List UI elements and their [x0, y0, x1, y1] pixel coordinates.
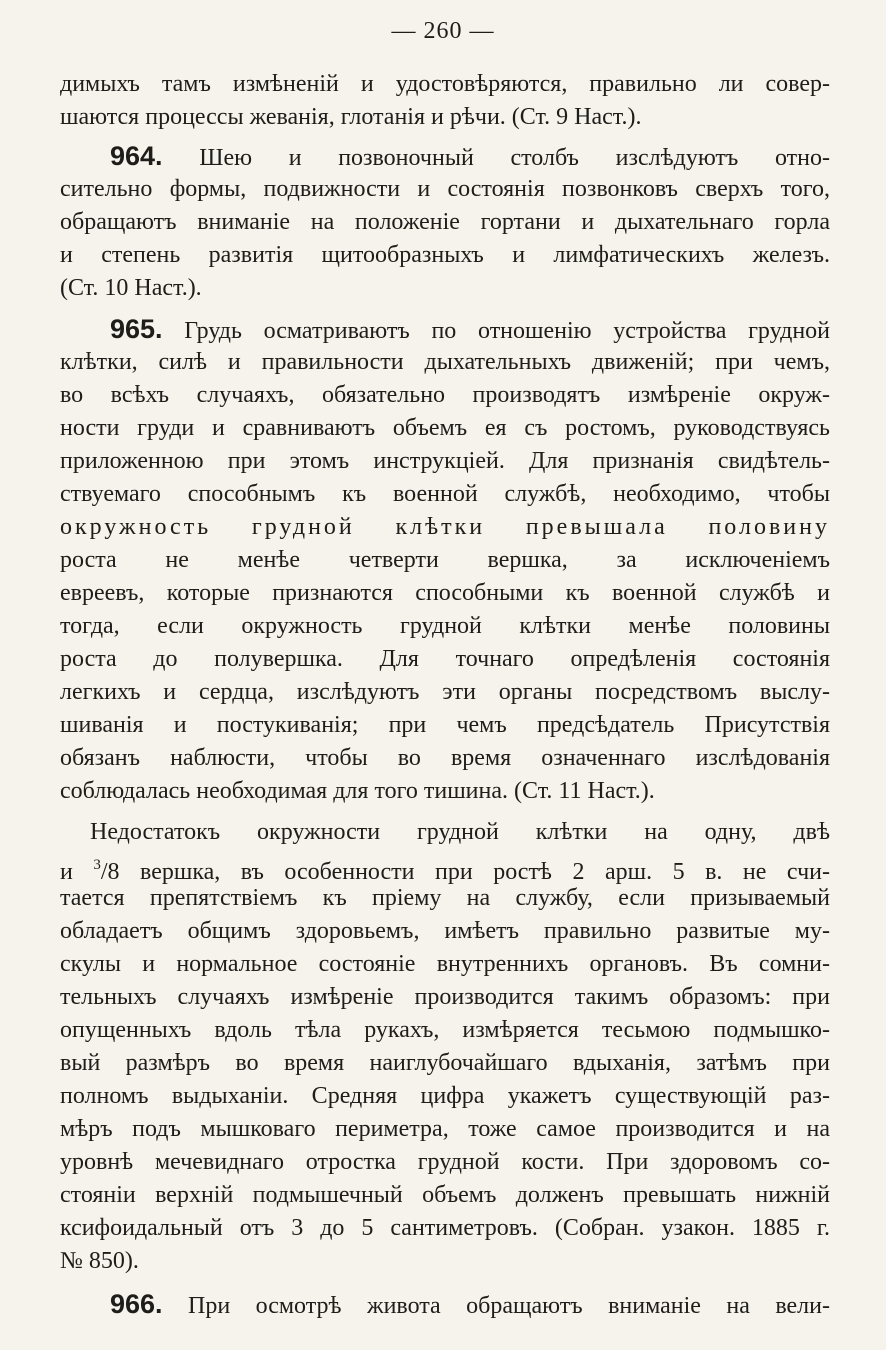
text-line: тогда, если окружность грудной клѣтки менѣе половины: [60, 613, 830, 639]
text-line: стояніи верхній подмышечный объемъ долженъ превышать нижній: [60, 1182, 830, 1208]
text-line: сительно формы, подвижности и состоянія позвонковъ сверхъ того,: [60, 176, 830, 202]
text-line: скулы и нормальное состояніе внутреннихъ органовъ. Въ сомни-: [60, 951, 830, 977]
text-line: обязанъ наблюсти, чтобы во время означеннаго изслѣдованія: [60, 745, 830, 771]
text-line: ности груди и сравниваютъ объемъ ея съ ростомъ, руководствуясь: [60, 415, 830, 441]
text-line: шиванія и постукиванія; при чемъ предсѣдатель Присутствія: [60, 712, 830, 738]
text-line: соблюдалась необходимая для того тишина. (Ст. 11 Наст.).: [60, 778, 655, 804]
paragraph-number: 964.: [110, 141, 163, 171]
text-line: шаются процессы жеванія, глотанія и рѣчи. (Ст. 9 Наст.).: [60, 104, 642, 130]
text-line: опущенныхъ вдоль тѣла рукахъ, измѣряется тесьмою подмышко-: [60, 1017, 830, 1043]
text-line: мѣръ подъ мышковаго периметра, тоже самое производится и на: [60, 1116, 830, 1142]
text-line: легкихъ и сердца, изслѣдуютъ эти органы посредствомъ выслу-: [60, 679, 830, 705]
text-line: роста до полувершка. Для точнаго опредѣленія состоянія: [60, 646, 830, 672]
paragraph-966-first-line: [60, 1288, 830, 1321]
text-line: во всѣхъ случаяхъ, обязательно производятъ измѣреніе окруж-: [60, 382, 830, 408]
text-line: тается препятствіемъ къ пріему на службу, если призываемый: [60, 885, 830, 911]
text-line: ствуемаго способнымъ къ военной службѣ, необходимо, чтобы: [60, 481, 830, 507]
text-line: При осмотрѣ живота обращаютъ вниманіе на вели-: [162, 1293, 830, 1319]
text-line: обладаетъ общимъ здоровьемъ, имѣетъ правильно развитые му-: [60, 918, 830, 944]
text-line: Недостатокъ окружности грудной клѣтки на одну, двѣ: [90, 819, 830, 845]
text-line: тельныхъ случаяхъ измѣреніе производится такимъ образомъ: при: [60, 984, 830, 1010]
text-line: уровнѣ мечевиднаго отростка грудной кости. При здоровомъ со-: [60, 1149, 830, 1175]
text-line: приложенною при этомъ инструкціей. Для признанія свидѣтель-: [60, 448, 830, 474]
paragraph-965-first-line: [60, 313, 830, 346]
text-line: Шею и позвоночный столбъ изслѣдуютъ отно-: [199, 145, 830, 171]
fraction-prefix: и: [60, 859, 73, 885]
paragraph-964-first-line: [60, 140, 830, 173]
text-line: вершка, въ особенности при ростѣ 2 арш. 5 в. не счи-: [140, 859, 830, 885]
paragraph-number: 965.: [110, 314, 163, 344]
text-line: Грудь осматриваютъ по отношенію устройства грудной: [184, 318, 831, 344]
text-line: димыхъ тамъ измѣненій и удостовѣряются, правильно ли совер-: [60, 71, 830, 97]
text-line: обращаютъ вниманіе на положеніе гортани и дыхательнаго горла: [60, 209, 830, 235]
text-line: роста не менѣе четверти вершка, за исключеніемъ: [60, 547, 830, 573]
fraction-denominator: /8: [100, 859, 120, 885]
paragraph-number: 966.: [110, 1289, 163, 1319]
page-number: — 260 —: [391, 18, 495, 44]
text-line: евреевъ, которые признаются способными къ военной службѣ и: [60, 580, 830, 606]
text-line: и степень развитія щитообразныхъ и лимфатическихъ железъ.: [60, 242, 830, 268]
text-line: (Ст. 10 Наст.).: [60, 275, 202, 301]
text-line: окружность грудной клѣтки превышала половину: [60, 514, 830, 540]
text-line: полномъ выдыханіи. Средняя цифра укажетъ существующій раз-: [60, 1083, 830, 1109]
text-line: № 850).: [60, 1248, 139, 1274]
fraction-numerator: 3: [93, 857, 101, 873]
text-line: клѣтки, силѣ и правильности дыхательныхъ движеній; при чемъ,: [60, 349, 830, 375]
fraction-line: [60, 849, 830, 885]
text-line: вый размѣръ во время наиглубочайшаго вдыханія, затѣмъ при: [60, 1050, 830, 1076]
text-line: ксифоидальный отъ 3 до 5 сантиметровъ. (Собран. узакон. 1885 г.: [60, 1215, 830, 1241]
